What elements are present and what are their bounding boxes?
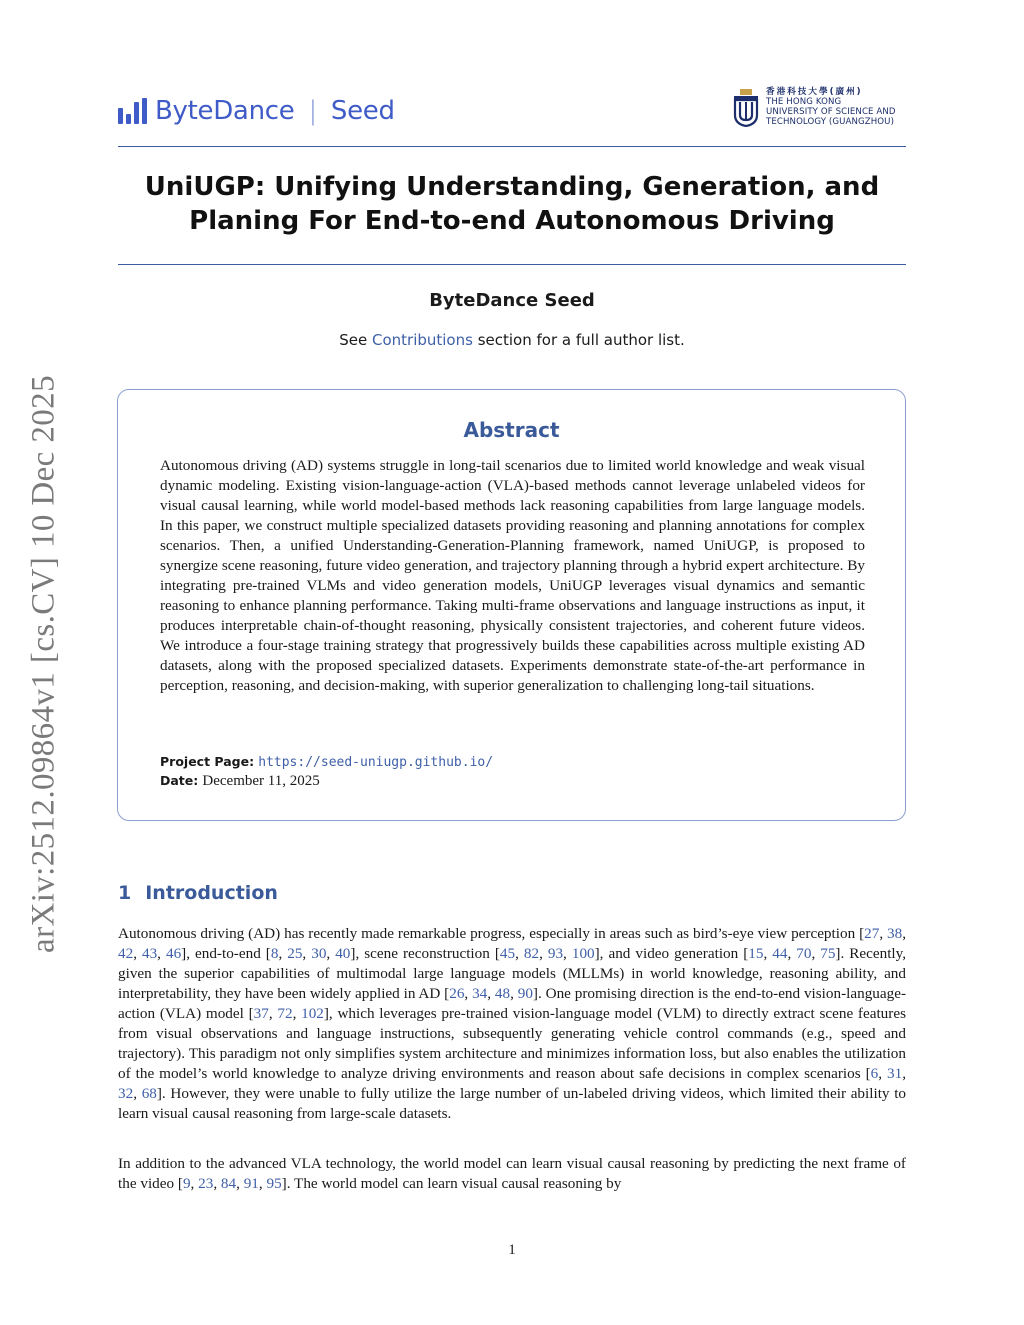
citation-link[interactable]: 46 bbox=[165, 945, 182, 962]
paragraph-text: , bbox=[157, 945, 166, 962]
date-row bbox=[160, 773, 320, 790]
paragraph-text: , bbox=[133, 1085, 142, 1102]
paper-title bbox=[118, 170, 906, 238]
citation-link[interactable]: 43 bbox=[141, 945, 158, 962]
paragraph-text: ], end-to-end [ bbox=[181, 945, 271, 962]
abstract-heading: Abstract bbox=[463, 418, 560, 442]
citation-link[interactable]: 6 bbox=[870, 1065, 879, 1082]
citation-link[interactable]: 44 bbox=[772, 945, 788, 962]
citation-link[interactable]: 84 bbox=[220, 1175, 237, 1192]
paragraph-text: ], and video generation [ bbox=[594, 945, 749, 962]
contributions-link[interactable]: Contributions bbox=[371, 331, 473, 349]
citation-link[interactable]: 9 bbox=[182, 1175, 191, 1192]
university-name-chinese: 香港科技大學(廣州) bbox=[766, 87, 863, 97]
citation-link[interactable]: 70 bbox=[796, 945, 812, 962]
paragraph-text: , bbox=[787, 945, 797, 962]
title-line-2: Planing For End-to-end Autonomous Driving bbox=[189, 206, 835, 236]
citation-link[interactable]: 102 bbox=[301, 1005, 324, 1022]
paragraph-text: ]. However, they were unable to fully utilize the large number of un-labeled driving videos, which limited their ability to learn visual causal reasoning from large-scale datasets. bbox=[118, 1085, 907, 1122]
university-name bbox=[766, 87, 896, 127]
paragraph-text: , bbox=[278, 945, 288, 962]
university-name-line: THE HONG KONG bbox=[766, 97, 842, 107]
header-rule bbox=[118, 146, 906, 147]
date-label: Date: bbox=[160, 773, 199, 788]
citation-link[interactable]: 95 bbox=[266, 1175, 282, 1192]
citation-link[interactable]: 42 bbox=[118, 945, 134, 962]
paragraph-text: , bbox=[292, 1005, 302, 1022]
title-rule bbox=[118, 264, 906, 265]
paragraph-text: , bbox=[879, 925, 888, 942]
university-name-line: TECHNOLOGY (GUANGZHOU) bbox=[766, 117, 895, 127]
citation-link[interactable]: 90 bbox=[517, 985, 533, 1002]
paragraph-text: , bbox=[763, 945, 773, 962]
abstract-text: Autonomous driving (AD) systems struggle in long-tail scenarios due to limited world knowledge and weak visual dynamic modeling. Existing vision-language-action (VLA)-based methods cannot leverage unlabeled videos for visual causal learning, while world model-based methods lack reasoning capabilities from large language models. In this paper, we construct multiple specialized datasets providing reasoning and planning annotations for complex scenarios. Then, a unified Understanding-Generation-Planning framework, named UniUGP, is proposed to synergize scene reasoning, future video generation, and trajectory planning through a hybrid expert architecture. By integrating pre-trained VLMs and video generation models, UniUGP leverages visual dynamics and semantic reasoning to enhance planning performance. Taking multi-frame observations and language instructions as input, it produces interpretable chain-of-thought reasoning, physically consistent trajectories, and coherent future videos. We introduce a four-stage training strategy that progressively builds these capabilities across multiple existing AD datasets, along with the proposed specialized datasets. Experiments demonstrate state-of-the-art performance in perception, reasoning, and decision-making, with superior generalization to challenging long-tail situations. bbox=[160, 457, 865, 694]
paragraph-text: , bbox=[326, 945, 336, 962]
citation-link[interactable]: 8 bbox=[270, 945, 279, 962]
contributions-note bbox=[118, 331, 906, 349]
university-name-line: UNIVERSITY OF SCIENCE AND bbox=[766, 107, 896, 117]
paragraph-text: In addition to the advanced VLA technology, the world model can learn visual causal reasoning by predicting the next frame of the video [ bbox=[118, 1155, 906, 1192]
citation-link[interactable]: 72 bbox=[277, 1005, 293, 1022]
section-heading bbox=[118, 882, 278, 904]
paragraph-text: ], which leverages pre-trained vision-language model (VLM) to directly extract scene features from visual observations and language instructions, subsequently generating vehicle control commands (e.g., speed and trajectory). This paradigm not only simplifies system architecture and minimizes information loss, but also enables the utilization of the model’s world knowledge to analyze driving environments and reason about safe decisions in complex scenarios [ bbox=[118, 1005, 906, 1082]
paragraph-text: ]. One promising direction is the end-to-end vision-language-action (VLA) model [ bbox=[118, 985, 907, 1022]
paragraph-text: , bbox=[811, 945, 821, 962]
citation-link[interactable]: 48 bbox=[494, 985, 511, 1002]
paragraph-text: , bbox=[539, 945, 548, 962]
citation-link[interactable]: 91 bbox=[243, 1175, 259, 1192]
logo-separator: | bbox=[308, 96, 317, 126]
contrib-prefix: See bbox=[339, 331, 368, 349]
citation-link[interactable]: 15 bbox=[748, 945, 764, 962]
citation-link[interactable]: 37 bbox=[253, 1005, 269, 1022]
project-page-label: Project Page: bbox=[160, 754, 255, 769]
paragraph-text: ], scene reconstruction [ bbox=[350, 945, 500, 962]
citation-link[interactable]: 34 bbox=[472, 985, 488, 1002]
title-line-1: UniUGP: Unifying Understanding, Generation, and bbox=[144, 172, 880, 202]
project-page-link[interactable]: https://seed-uniugp.github.io/ bbox=[258, 755, 494, 770]
paragraph-text: , bbox=[258, 1175, 267, 1192]
paragraph-text: , bbox=[902, 1065, 906, 1082]
paragraph-text: Autonomous driving (AD) has recently made remarkable progress, especially in areas such as bird’s-eye view perception [ bbox=[118, 925, 865, 942]
hkust-gz-logo bbox=[732, 87, 896, 127]
citation-link[interactable]: 93 bbox=[547, 945, 564, 962]
bytedance-bars-icon bbox=[118, 98, 147, 124]
citation-link[interactable]: 38 bbox=[887, 925, 903, 942]
intro-paragraph-1 bbox=[118, 924, 906, 1124]
university-crest-icon bbox=[732, 87, 760, 127]
citation-link[interactable]: 45 bbox=[499, 945, 516, 962]
date-value: December 11, 2025 bbox=[202, 773, 320, 789]
bytedance-wordmark: ByteDance bbox=[155, 96, 295, 126]
paragraph-text: , bbox=[902, 925, 907, 942]
arxiv-stamp: arXiv:2512.09864v1 [cs.CV] 10 Dec 2025 bbox=[25, 375, 62, 953]
paragraph-text: , bbox=[878, 1065, 888, 1082]
paragraph-text: , bbox=[190, 1175, 199, 1192]
seed-wordmark: Seed bbox=[330, 96, 395, 126]
project-page-row bbox=[160, 754, 493, 770]
citation-link[interactable]: 32 bbox=[118, 1085, 134, 1102]
paragraph-text: , bbox=[236, 1175, 244, 1192]
paragraph-text: , bbox=[302, 945, 312, 962]
paragraph-text: , bbox=[133, 945, 142, 962]
citation-link[interactable]: 40 bbox=[335, 945, 351, 962]
paragraph-text: , bbox=[464, 985, 473, 1002]
citation-link[interactable]: 31 bbox=[887, 1065, 903, 1082]
paragraph-text: ]. The world model can learn visual causal reasoning by bbox=[281, 1175, 622, 1192]
intro-paragraph-2 bbox=[118, 1154, 906, 1194]
page-number: 1 bbox=[508, 1242, 516, 1258]
paragraph-text: , bbox=[268, 1005, 278, 1022]
paragraph-text: , bbox=[213, 1175, 221, 1192]
paragraph-text: , bbox=[487, 985, 495, 1002]
section-number: 1 bbox=[118, 882, 132, 904]
citation-link[interactable]: 30 bbox=[311, 945, 327, 962]
paragraph-text: , bbox=[515, 945, 524, 962]
citation-link[interactable]: 75 bbox=[820, 945, 836, 962]
citation-link[interactable]: 27 bbox=[864, 925, 880, 942]
paragraph-text: ]. Recently, given the superior capabilities of multimodal large language models (MLLMs) in world knowledge, reasoning ability, and interpretability, they have been widely applied in AD [ bbox=[118, 945, 907, 1002]
section-title: Introduction bbox=[145, 882, 278, 904]
contrib-suffix: section for a full author list. bbox=[477, 331, 685, 349]
citation-link[interactable]: 23 bbox=[198, 1175, 214, 1192]
citation-link[interactable]: 82 bbox=[523, 945, 540, 962]
citation-link[interactable]: 26 bbox=[449, 985, 465, 1002]
citation-link[interactable]: 25 bbox=[287, 945, 303, 962]
paragraph-text: , bbox=[563, 945, 572, 962]
citation-link[interactable]: 100 bbox=[571, 945, 595, 962]
paragraph-text: , bbox=[510, 985, 518, 1002]
bytedance-seed-logo bbox=[118, 96, 395, 126]
author-line: ByteDance Seed bbox=[429, 290, 595, 311]
citation-link[interactable]: 68 bbox=[141, 1085, 157, 1102]
